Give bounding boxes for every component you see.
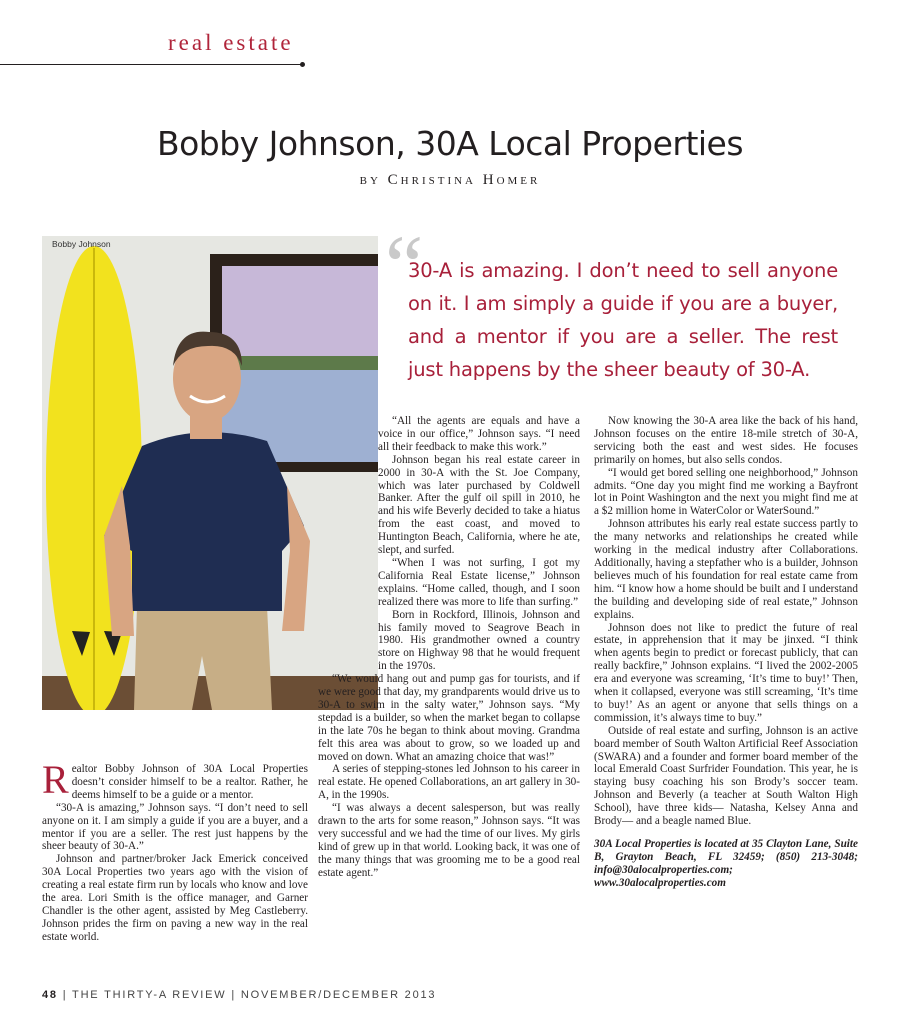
article-paragraph: Born in Rockford, Illinois, Johnson and his family moved to Seagrove Beach in 1980. His grandmother owned a country store on Highway 98 that he would frequent in the 1970s. — [378, 608, 580, 673]
article-byline: by Christina Homer — [359, 172, 541, 188]
business-contact-info: 30A Local Properties is located at 35 Clayton Lane, Suite B, Grayton Beach, FL 32459; (850) 213-3048; info@30alocalproperties.com; www.30alocalproperties.com — [594, 838, 858, 889]
article-paragraph: A series of stepping-stones led Johnson to his career in real estate. He opened Collaborations, an art gallery in 30-A, in the 1990s. — [318, 763, 580, 802]
article-column-2 — [318, 415, 580, 880]
article-paragraph: Johnson and partner/broker Jack Emerick conceived 30A Local Properties two years ago with the vision of creating a real estate firm run by locals who know and love the area. Lori Smith is the office manager, and Garner Chandler is the other agent, assisted by Meg Castleberry. Johnson prides the firm on paving a new way in the real estate world. — [42, 853, 308, 943]
section-divider — [0, 64, 302, 65]
article-paragraph: “I was always a decent salesperson, but was really drawn to the arts for some reason,” Johnson says. “It was very successful and we had the time of our lives. My girls kind of grew up in that world. Looking back, it was one of the many things that was grooming me to be a good real estate agent.” — [318, 802, 580, 879]
footer-separator: | — [62, 989, 68, 1001]
drop-cap: R — [42, 757, 69, 802]
article-column-1 — [42, 757, 308, 944]
paragraph-text: ealtor Bobby Johnson of 30A Local Properties doesn’t consider himself to be a realtor. Rather, he deems himself to be a guide or a mentor. — [71, 763, 308, 801]
photo-caption: Bobby Johnson — [52, 239, 111, 249]
article-paragraph: “All the agents are equals and have a voice in our office,” Johnson says. “I need all their feedback to make this work.” — [378, 415, 580, 453]
page-number: 48 — [42, 989, 58, 1001]
article-paragraph: “30-A is amazing,” Johnson says. “I don’t need to sell anyone on it. I am simply a guide if you are a buyer, and a mentor if you are a seller. The rest just happens by the sheer beauty of 30-A.” — [42, 801, 308, 853]
article-paragraph — [42, 757, 308, 802]
article-paragraph: “When I was not surfing, I got my California Real Estate license,” Johnson explains. “Home called, though, and I soon realized there was more to life than surfing.” — [378, 556, 580, 608]
article-paragraph: Johnson began his real estate career in 2000 in 30-A with the St. Joe Company, which was later purchased by Coldwell Banker. After the gulf oil spill in 2010, he and his wife Beverly decided to take a hiatus from the east coast, and moved to Huntington Beach, California, where he ate, slept, and surfed. — [378, 453, 580, 557]
article-headline: Bobby Johnson, 30A Local Properties — [156, 124, 744, 163]
article-paragraph: Johnson attributes his early real estate success partly to the many networks and relationships he created while working in the medical industry after Collaborations. Additionally, having a stepfather who is a builder, Johnson believes much of his foundation for real estate came from him. “I know how a home should be built and I understand the building and developing side of real estate,” Johnson explains. — [594, 518, 858, 621]
pull-quote: 30-A is amazing. I don’t need to sell anyone on it. I am simply a guide if you are a buyer, and a mentor if you are a seller. The rest just happens by the sheer beauty of 30-A. — [408, 259, 838, 381]
footer-separator: | — [231, 989, 236, 1001]
article-column-3 — [594, 415, 858, 890]
quotation-mark-icon: “ — [385, 217, 424, 313]
article-paragraph: “I would get bored selling one neighborhood,” Johnson admits. “One day you might find me working a Bayfront lot in Point Washington and the next you might find me at a $2 million home in WaterColor or WaterSound.” — [594, 466, 858, 518]
article-paragraph: “We would hang out and pump gas for tourists, and if we were good that day, my grandparents would drive us to 30-A to swim in the salty water,” Johnson says. “My stepdad is a builder, so when the market began to collapse in the late 70s he began to think about moving. Grandma felt this area was about to grow, so we loaded up and moved on down. What an amazing choice that was!” — [318, 673, 580, 763]
section-label: real estate — [168, 30, 294, 55]
page-footer — [42, 989, 436, 1001]
issue-date: NOVEMBER/DECEMBER 2013 — [240, 989, 437, 1001]
publication-name: THE THIRTY-A REVIEW — [72, 989, 227, 1001]
article-paragraph: Now knowing the 30-A area like the back of his hand, Johnson focuses on the entire 18-mile stretch of 30-A, servicing both the east and west sides. He focuses primarily on homes, but also sells condos. — [594, 415, 858, 466]
article-paragraph: Outside of real estate and surfing, Johnson is an active board member of South Walton Artificial Reef Association (SWARA) and a founder and former board member of the local Emerald Coast Surfrider Foundation. This year, he is staying busy coaching his son Brody’s soccer team. Johnson and Beverly (a teacher at South Walton High School), have three kids— Natasha, Kelsey Anna and Brody— and a beagle named Blue. — [594, 724, 858, 828]
article-paragraph: Johnson does not like to predict the future of real estate, in apprehension that it may be jinxed. “I think when agents begin to predict or forecast publicly, that can really backfire,” Johnson explains. “I lived the 2002-2005 era and everyone was screaming, ‘It’s time to buy!’ Then, when it collapsed, everyone was still screaming, ‘It’s time to buy!’ As an agent or anyone that sells things on a commission, it’s always time to buy.” — [594, 621, 858, 724]
section-divider-dot — [300, 62, 305, 67]
